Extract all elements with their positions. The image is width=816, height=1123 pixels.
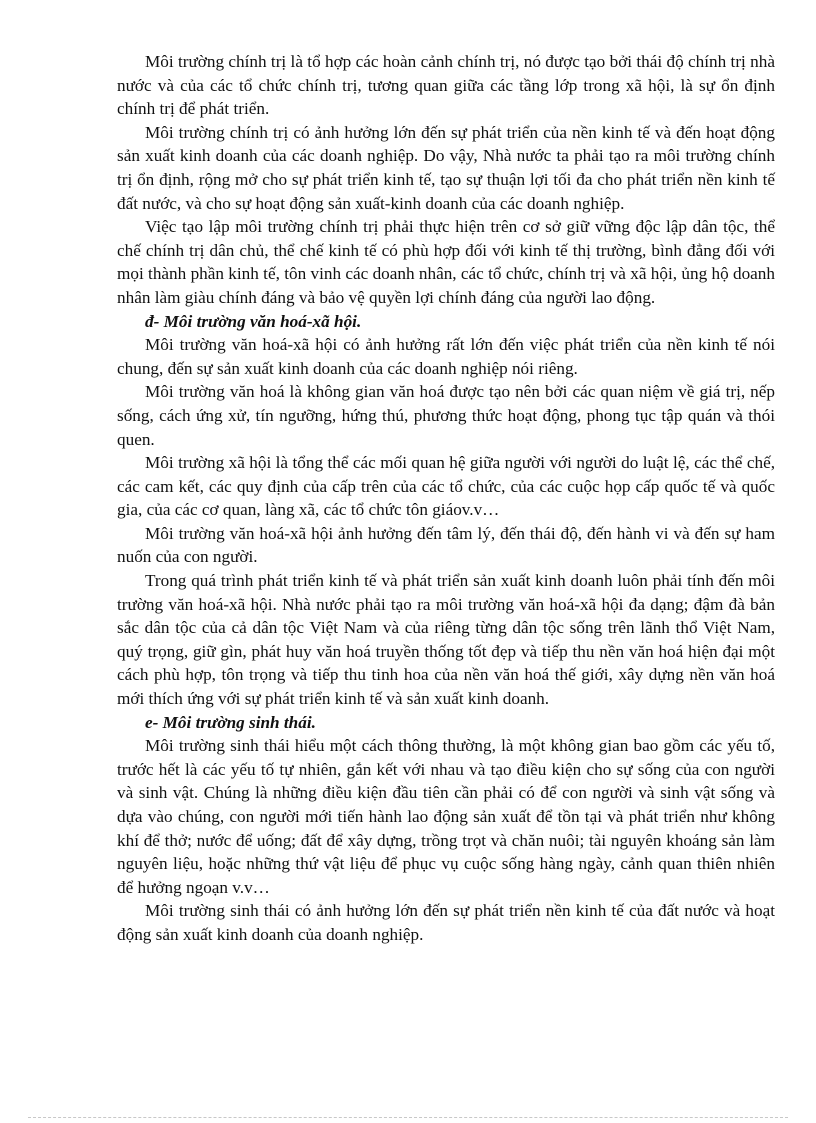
page-bottom-rule <box>28 1117 788 1118</box>
paragraph-cultural-psychology: Môi trường văn hoá-xã hội ảnh hưởng đến tâm lý, đến thái độ, đến hành vi và đến sự ham nuốn của con người. <box>117 523 775 567</box>
paragraph-political-influence: Môi trường chính trị có ảnh hưởng lớn đến sự phát triển của nền kinh tế và đến hoạt động sản xuất kinh doanh của các doanh nghiệp. Do vậy, Nhà nước ta phải tạo ra môi trường chính trị ổn định, rộng mở cho sự phát triển kinh tế, tạo sự thuận lợi tối đa cho phát triển nền kinh tế đất nước, và cho sự hoạt động sản xuất-kinh doanh của các doanh nghiệp. <box>117 122 775 213</box>
paragraph-cultural-definition: Môi trường văn hoá là không gian văn hoá được tạo nên bởi các quan niệm về giá trị, nếp sống, cách ứng xử, tín ngưỡng, hứng thú, phương thức hoạt động, phong tục tập quán và thói quen. <box>117 382 775 449</box>
section-heading-cultural-social: đ- Môi trường văn hoá-xã hội. <box>145 311 362 331</box>
paragraph-ecological-influence: Môi trường sinh thái có ảnh hưởng lớn đến sự phát triển nền kinh tế của đất nước và hoạt động sản xuất kinh doanh của doanh nghiệp. <box>117 901 775 944</box>
paragraph-political-foundation: Việc tạo lập môi trường chính trị phải thực hiện trên cơ sở giữ vững độc lập dân tộc, thể chế chính trị dân chủ, thể chế kinh tế có phù hợp đối với kinh tế thị trường, bình đẳng đối với mọi thành phần kinh tế, tôn vinh các doanh nhân, các tổ chức, chính trị và xã hội, ủng hộ doanh nhân làm giàu chính đáng và bảo vệ quyền lợi chính đáng của người lao động. <box>117 217 775 307</box>
paragraph-ecological-definition: Môi trường sinh thái hiểu một cách thông thường, là một không gian bao gồm các yếu tố, trước hết là các yếu tố tự nhiên, gắn kết với nhau và tạo điều kiện cho sự sống của con người và sinh vật. Chúng là những điều kiện đầu tiên cần phải có để con người và sinh vật sống và dựa vào chúng, con người mới tiến hành lao động sản xuất để tồn tại và phát triển như không khí để thở; nước để uống; đất để xây dựng, trồng trọt và chăn nuôi; tài nguyên khoáng sản làm nguyên liệu, hoặc những thứ vật liệu để phục vụ cuộc sống hàng ngày, cảnh quan thiên nhiên để hưởng ngoạn v.v… <box>117 736 775 897</box>
document-body <box>117 50 775 947</box>
paragraph-social-definition: Môi trường xã hội là tổng thể các mối quan hệ giữa người với người do luật lệ, các thể chế, các cam kết, các quy định của cấp trên của các tổ chức, của các cuộc họp cấp quốc tế và quốc gia, của các cơ quan, làng xã, các tổ chức tôn giáov.v… <box>117 453 775 520</box>
paragraph-cultural-influence: Môi trường văn hoá-xã hội có ảnh hưởng rất lớn đến việc phát triển của nền kinh tế nói chung, đến sự sản xuất kinh doanh của các doanh nghiệp nói riêng. <box>117 335 775 378</box>
paragraph-political-definition: Môi trường chính trị là tổ hợp các hoàn cảnh chính trị, nó được tạo bởi thái độ chính trị nhà nước và của các tổ chức chính trị, tương quan giữa các tầng lớp trong xã hội, là sự ổn định chính trị để phát triển. <box>117 52 775 119</box>
paragraph-cultural-policy: Trong quá trình phát triển kinh tế và phát triển sản xuất kinh doanh luôn phải tính đến môi trường văn hoá-xã hội. Nhà nước phải tạo ra môi trường văn hoá-xã hội đa dạng; đậm đà bản sắc dân tộc của cả dân tộc Việt Nam và của riêng từng dân tộc sống trên lãnh thổ Việt Nam, quý trọng, giữ gìn, phát huy văn hoá truyền thống tốt đẹp và tiếp thu nền văn hoá hiện đại một cách phù hợp, tôn trọng và tiếp thu tinh hoa của nền văn hoá thế giới, xây dựng nền văn hoá mới thích ứng với sự phát triển kinh tế và sản xuất kinh doanh. <box>117 571 775 709</box>
section-heading-ecological: e- Môi trường sinh thái. <box>145 712 316 732</box>
